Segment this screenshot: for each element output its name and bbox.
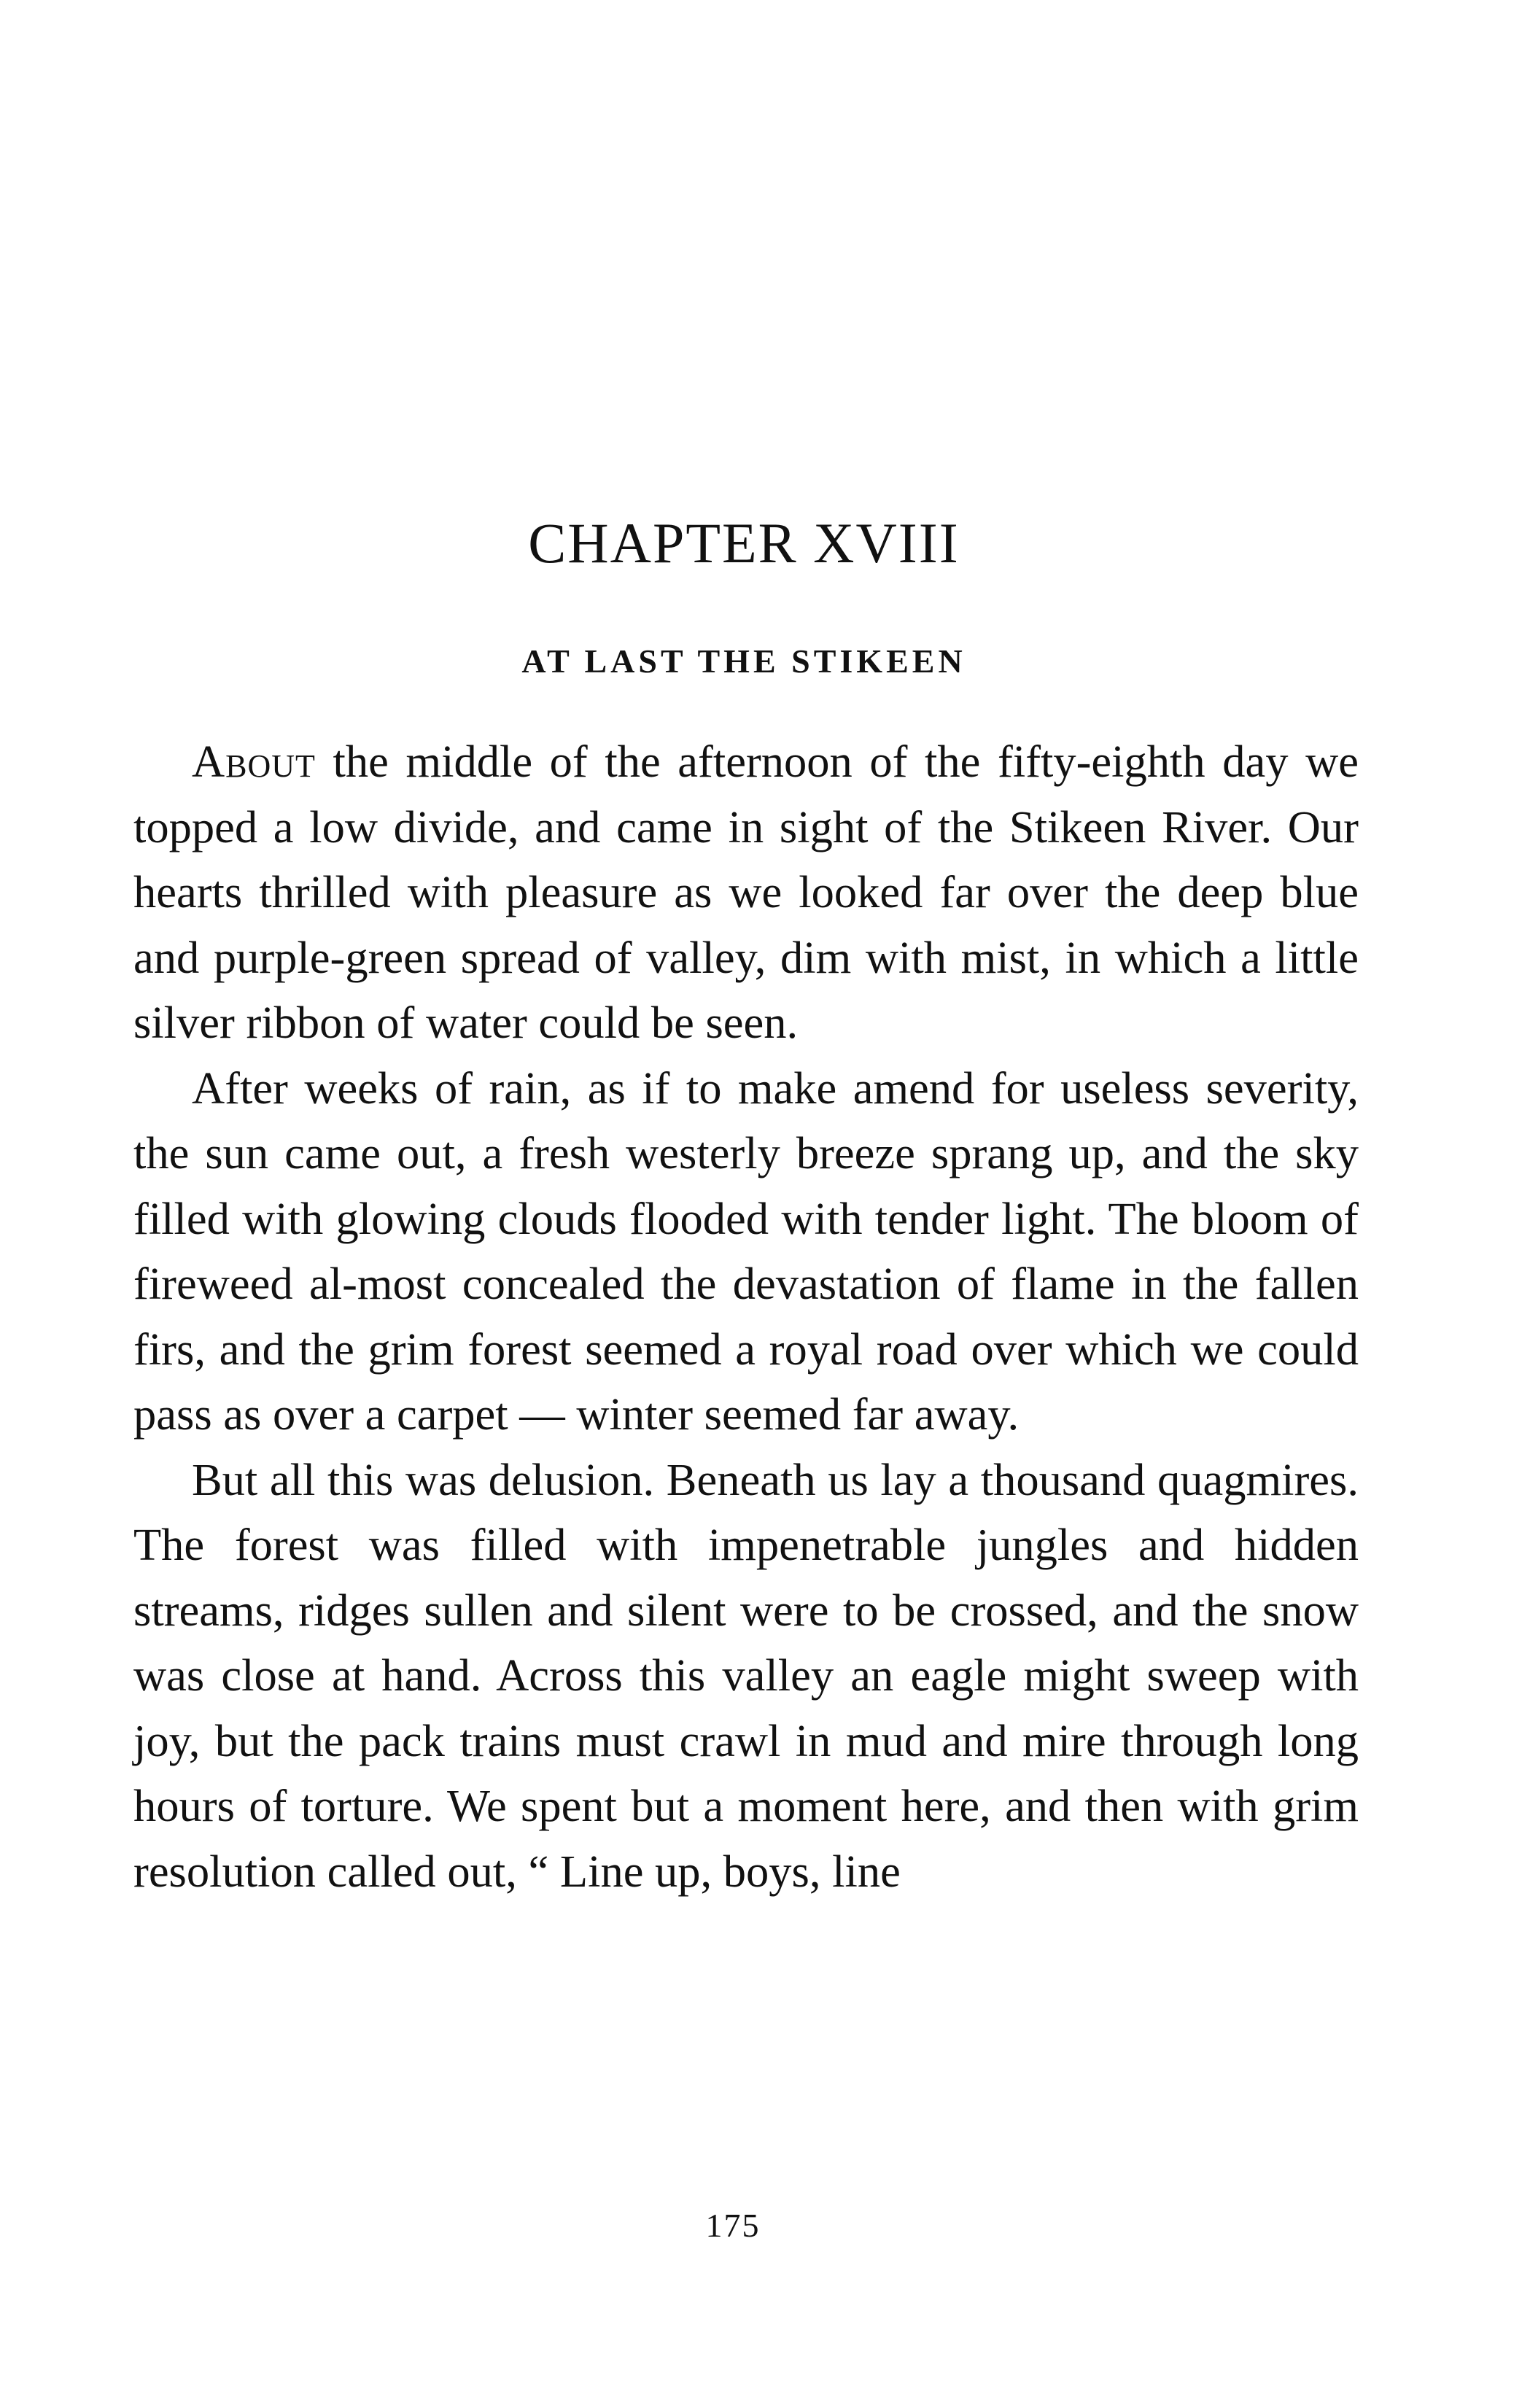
paragraph-2 [133,1056,1359,1448]
paragraph-lead-word: About [192,736,316,787]
paragraph-text: After weeks of rain, as if to make amend for useless severity, the sun came out, a fresh westerly breeze sprang up, and the sky filled with glowing clouds flooded with tender light. The bloom of fireweed al-most concealed the devastation of flame in the fallen firs, and the grim forest seemed a royal road over which we could pass as over a carpet — winter seemed far away. [133,1062,1359,1440]
page-number: 175 [705,2207,761,2244]
chapter-body [133,729,1359,1904]
chapter-subtitle: AT LAST THE STIKEEN [521,642,966,680]
paragraph-1 [133,729,1359,1056]
paragraph-text: But all this was delusion. Beneath us lay a thousand quagmires. The forest was filled with impenetrable jungles and hidden streams, ridges sullen and silent were to be crossed, and the snow was close at hand. Across this valley an eagle might sweep with joy, but the pack trains must crawl in mud and mire through long hours of torture. We spent but a moment here, and then with grim resolution called out, “ Line up, boys, line [133,1453,1359,1897]
paragraph-3 [133,1448,1359,1905]
chapter-title: CHAPTER XVIII [528,511,960,575]
paragraph-text: the middle of the afternoon of the fifty-eighth day we topped a low divide, and came in sight of the Stikeen River. Our hearts thrilled with pleasure as we looked far over the deep blue and purple-green spread of valley, dim with mist, in which a little silver ribbon of water could be seen. [133,736,1359,1048]
